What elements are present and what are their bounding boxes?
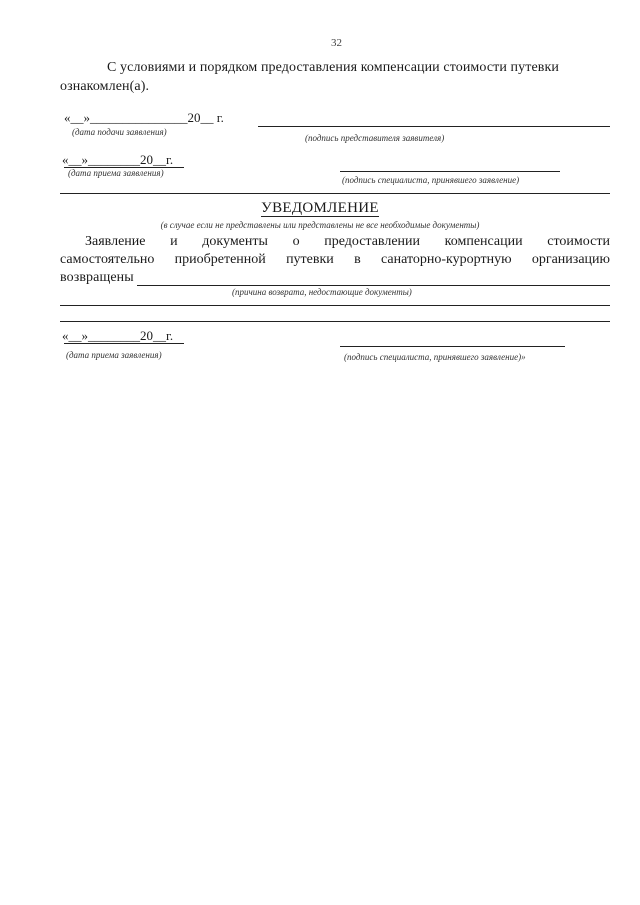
reason-line-1 [137,285,610,286]
notice-signature-line [340,346,565,347]
notice-row-3: возвращены [60,270,134,285]
notice-word: приобретенной [174,252,266,267]
notice-word: документы [202,234,268,249]
notice-word: санаторно-курортную [381,252,512,267]
consent-line-1: С условиями и порядком предоставления компенсации стоимости путевки [107,60,559,75]
notice-word: и [170,234,178,249]
acceptance-date-caption: (дата приема заявления) [68,168,164,178]
acceptance-signature-caption: (подпись специалиста, принявшего заявление) [342,175,520,185]
submission-signature-caption: (подпись представителя заявителя) [305,133,445,143]
notice-signature-caption: (подпись специалиста, принявшего заявление)» [344,352,526,362]
notice-row-1 [85,234,610,250]
notice-date: «__»________20__г. [62,328,174,343]
submission-signature-line [258,126,610,127]
submission-date: «__»_______________20__ г. [64,110,224,125]
reason-caption: (причина возврата, недостающие документы) [232,287,412,297]
notice-row-2 [60,252,610,268]
notice-title [0,200,640,217]
submission-date-caption: (дата подачи заявления) [72,127,167,137]
reason-line-3 [60,321,610,322]
notice-date-line [64,343,184,344]
notice-word: стоимости [547,234,610,249]
notice-word: о [292,234,300,249]
notice-word: компенсации [444,234,523,249]
acceptance-signature-line [340,171,560,172]
notice-title-text: УВЕДОМЛЕНИЕ [261,200,379,216]
consent-line-2: ознакомлен(а). [60,79,150,94]
section-divider [60,193,610,194]
page-number: 32 [331,37,342,49]
notice-date-caption: (дата приема заявления) [66,350,162,360]
notice-subtitle: (в случае если не представлены или представлены не все необходимые документы) [160,220,480,230]
notice-word: путевки [286,252,334,267]
reason-line-2 [60,305,610,306]
notice-word: организацию [531,252,610,267]
notice-word: Заявление [85,234,146,249]
notice-word: предоставлении [324,234,421,249]
notice-word: самостоятельно [60,252,155,267]
notice-word: в [354,252,361,267]
acceptance-date: «__»________20__г. [62,152,174,167]
